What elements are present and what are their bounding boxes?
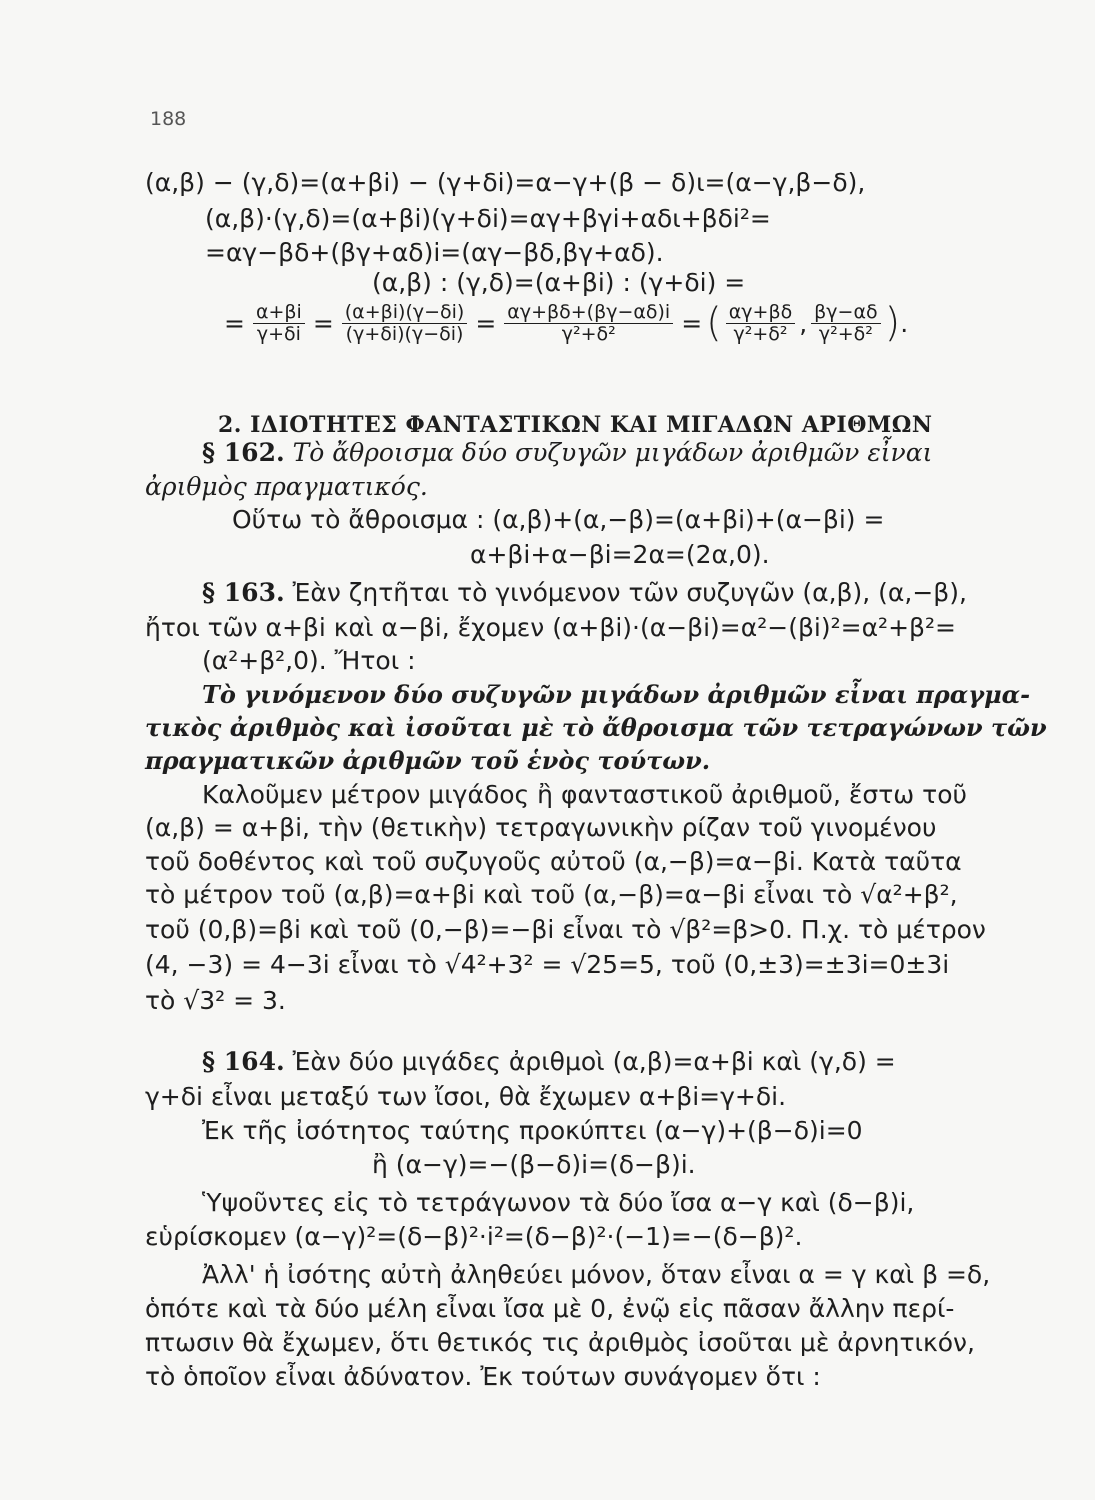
right-parenthesis: ) — [884, 300, 901, 346]
section-heading: 2. ΙΔΙΟΤΗΤΕΣ ΦΑΝΤΑΣΤΙΚΩΝ ΚΑΙ ΜΙΓΑΔΩΝ ΑΡΙΘΜΩΝ — [218, 412, 933, 438]
fraction-denominator: γ²+δ² — [561, 322, 616, 345]
paragraph-164-line-3: Ἐκ τῆς ἰσότητος ταύτης προκύπτει (α−γ)+(β−δ)i=0 — [202, 1116, 863, 1145]
paragraph-164-line-5: Ὑψοῦντες εἰς τὸ τετράγωνον τὰ δύο ἴσα α−γ καὶ (δ−β)i, — [202, 1188, 915, 1217]
theorem-162-continuation: ἀριθμὸς πραγματικός. — [145, 472, 428, 501]
product-formula: ἤτοι τῶν α+βi καὶ α−βi, ἔχομεν (α+βi)·(α−βi)=α²−(βi)²=α²+β²= — [145, 613, 956, 642]
equals-sign: = — [312, 308, 334, 338]
fraction-5 — [811, 302, 880, 345]
sum-result: α+βi+α−βi=2α=(2α,0). — [470, 540, 770, 569]
theorem-162-text: Τὸ ἄθροισμα δύο συζυγῶν μιγάδων ἀριθμῶν εἶναι — [292, 438, 933, 467]
paragraph-164-line-10: τὸ ὁποῖον εἶναι ἀδύνατον. Ἐκ τούτων συνάγομεν ὅτι : — [145, 1362, 821, 1391]
paragraph-164-line-2: γ+δi εἶναι μεταξύ των ἴσοι, θὰ ἔχωμεν α+βi=γ+δi. — [145, 1082, 787, 1111]
division-formula: (α,β) : (γ,δ)=(α+βi) : (γ+δi) = — [372, 268, 746, 297]
theorem-163-line-3: πραγματικῶν ἀριθμῶν τοῦ ἑνὸς τούτων. — [145, 746, 711, 775]
modulus-definition-line-2: (α,β) = α+βi, τὴν (θετικὴν) τετραγωνικὴν ρίζαν τοῦ γινομένου — [145, 813, 937, 842]
fraction-1 — [253, 302, 305, 345]
multiplication-result: =αγ−βδ+(βγ+αδ)i=(αγ−βδ,βγ+αδ). — [205, 238, 664, 267]
section-number-162: § 162. — [202, 438, 285, 467]
fraction-denominator: γ+δi — [256, 322, 301, 345]
page-number: 188 — [150, 108, 187, 130]
theorem-163-line-2: τικὸς ἀριθμὸς καὶ ἰσοῦται μὲ τὸ ἄθροισμα τῶν τετραγώνων τῶν — [145, 713, 1047, 742]
fraction-denominator: (γ+δi)(γ−δi) — [345, 322, 464, 345]
fraction-denominator: γ²+δ² — [818, 322, 873, 345]
multiplication-formula: (α,β)·(γ,δ)=(α+βi)(γ+δi)=αγ+βγi+αδι+βδi²= — [205, 204, 771, 233]
fraction-numerator: (α+βi)(γ−δi) — [342, 302, 468, 324]
paragraph-163-text: Ἐὰν ζητῆται τὸ γινόμενον τῶν συζυγῶν (α,β), (α,−β), — [292, 578, 967, 607]
modulus-definition-line-6: (4, −3) = 4−3i εἶναι τὸ √4²+3² = √25=5, τοῦ (0,±3)=±3i=0±3i — [145, 950, 950, 979]
paragraph-164-line-9: πτωσιν θὰ ἔχωμεν, ὅτι θετικός τις ἀριθμὸς ἰσοῦται μὲ ἀρνητικόν, — [145, 1328, 975, 1357]
theorem-163-line-1: Τὸ γινόμενον δύο συζυγῶν μιγάδων ἀριθμῶν εἶναι πραγμα- — [202, 680, 1031, 709]
modulus-definition-line-4: τὸ μέτρον τοῦ (α,β)=α+βi καὶ τοῦ (α,−β)=α−βi εἶναι τὸ √α²+β², — [145, 880, 958, 909]
subtraction-formula: (α,β) − (γ,δ)=(α+βi) − (γ+δi)=α−γ+(β − δ)ι=(α−γ,β−δ), — [145, 168, 866, 197]
fraction-numerator: αγ+βδ — [726, 302, 795, 324]
fraction-2 — [342, 302, 468, 345]
paragraph-164-line-7: Ἀλλ' ἡ ἰσότης αὐτὴ ἀληθεύει μόνον, ὅταν εἶναι α = γ καὶ β =δ, — [202, 1260, 991, 1289]
comma: , — [799, 308, 808, 338]
fraction-numerator: αγ+βδ+(βγ−αδ)i — [504, 302, 673, 324]
paragraph-164-line-8: ὁπότε καὶ τὰ δύο μέλη εἶναι ἴσα μὲ 0, ἐνῷ εἰς πᾶσαν ἄλλην περί- — [145, 1294, 955, 1323]
fraction-4 — [726, 302, 795, 345]
paragraph-163-line-1 — [202, 578, 967, 608]
modulus-definition-line-7: τὸ √3² = 3. — [145, 986, 286, 1015]
section-number-164: § 164. — [202, 1047, 285, 1076]
fraction-numerator: α+βi — [253, 302, 305, 324]
fraction-denominator: γ²+δ² — [733, 322, 788, 345]
left-parenthesis: ( — [706, 300, 722, 346]
equals-sign: = — [681, 308, 703, 338]
sum-formula: Οὕτω τὸ ἄθροισμα : (α,β)+(α,−β)=(α+βi)+(α−βi) = — [232, 505, 885, 534]
fraction-3 — [504, 302, 673, 345]
paragraph-164-line-1 — [202, 1047, 896, 1077]
product-result: (α²+β²,0). Ἤτοι : — [202, 646, 416, 675]
division-fraction-line — [220, 300, 908, 346]
equals-sign: = — [475, 308, 497, 338]
modulus-definition-line-1: Καλοῦμεν μέτρον μιγάδος ἢ φανταστικοῦ ἀριθμοῦ, ἔστω τοῦ — [202, 780, 967, 809]
paragraph-164-line-4: ἢ (α−γ)=−(β−δ)i=(δ−β)i. — [372, 1150, 696, 1179]
modulus-definition-line-5: τοῦ (0,β)=βi καὶ τοῦ (0,−β)=−βi εἶναι τὸ √β²=β>0. Π.χ. τὸ μέτρον — [145, 915, 986, 944]
equals-sign: = — [224, 308, 245, 338]
fraction-numerator: βγ−αδ — [811, 302, 880, 324]
paragraph-162-line-1 — [202, 438, 932, 468]
period: . — [900, 308, 909, 338]
modulus-definition-line-3: τοῦ δοθέντος καὶ τοῦ συζυγοῦς αὐτοῦ (α,−β)=α−βi. Κατὰ ταῦτα — [145, 847, 962, 876]
paragraph-164-text: Ἐὰν δύο μιγάδες ἀριθμοὶ (α,β)=α+βi καὶ (γ,δ) = — [292, 1047, 896, 1076]
section-number-163: § 163. — [202, 578, 285, 607]
paragraph-164-line-6: εὑρίσκομεν (α−γ)²=(δ−β)²·i²=(δ−β)²·(−1)=−(δ−β)². — [145, 1222, 803, 1251]
